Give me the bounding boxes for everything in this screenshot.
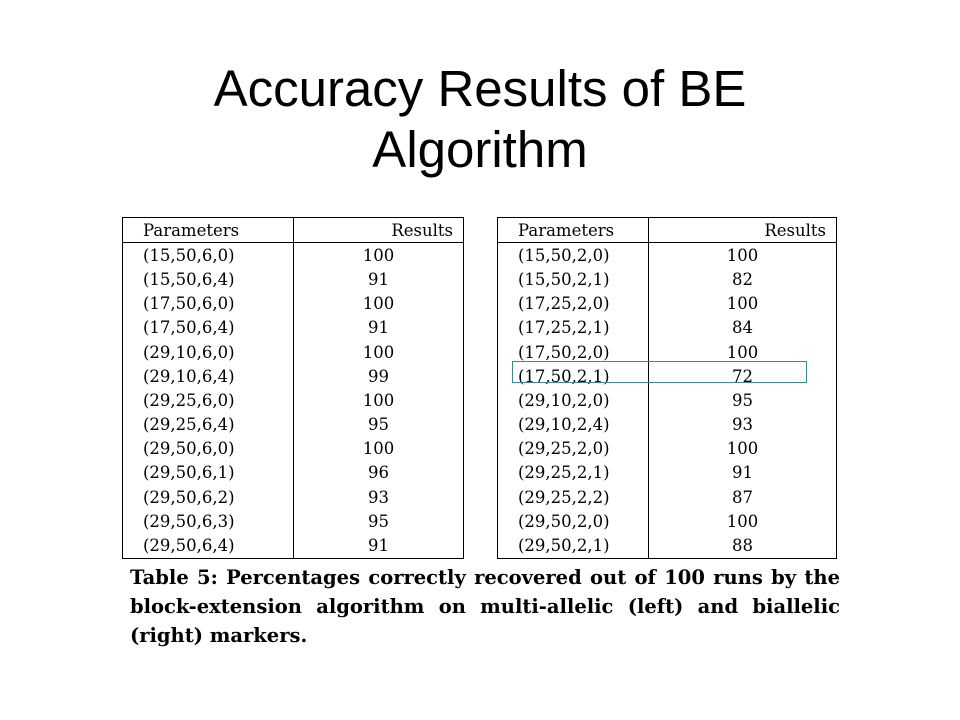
parameters-cell: (29,10,6,0)	[123, 340, 294, 364]
parameters-cell: (29,10,6,4)	[123, 364, 294, 388]
table-row	[498, 413, 837, 437]
result-cell: 100	[362, 294, 395, 314]
result-cell: 95	[368, 415, 389, 435]
parameters-header: Parameters	[498, 218, 649, 243]
table-row	[123, 292, 464, 316]
result-cell: 96	[368, 463, 389, 483]
parameters-cell: (29,25,2,0)	[498, 437, 649, 461]
table-row	[498, 243, 837, 268]
table-row	[123, 485, 464, 509]
table-row	[498, 485, 837, 509]
parameters-cell: (29,50,6,0)	[123, 437, 294, 461]
table-row	[123, 243, 464, 268]
parameters-cell: (29,10,2,4)	[498, 413, 649, 437]
table-row	[498, 267, 837, 291]
results-header: Results	[294, 218, 464, 243]
result-cell: 100	[726, 342, 759, 362]
table-row	[498, 437, 837, 461]
table-row	[498, 533, 837, 558]
multi-allelic-results-table	[122, 217, 464, 559]
parameters-cell: (29,50,6,2)	[123, 485, 294, 509]
result-cell: 91	[368, 318, 389, 338]
result-cell: 91	[368, 536, 389, 556]
results-header: Results	[649, 218, 837, 243]
result-cell: 100	[362, 342, 395, 362]
parameters-cell: (29,50,2,1)	[498, 533, 649, 558]
table-row	[498, 509, 837, 533]
result-cell: 100	[362, 439, 395, 459]
result-cell: 91	[368, 269, 389, 289]
parameters-cell: (17,50,6,0)	[123, 292, 294, 316]
parameters-cell: (15,50,6,4)	[123, 267, 294, 291]
table-row	[123, 364, 464, 388]
parameters-cell: (29,25,6,0)	[123, 388, 294, 412]
parameters-cell: (17,50,2,1)	[498, 364, 649, 388]
result-cell: 100	[362, 390, 395, 410]
parameters-cell: (29,25,2,1)	[498, 461, 649, 485]
table-row	[498, 292, 837, 316]
title-line-1: Accuracy Results of BE	[213, 60, 747, 117]
parameters-cell: (17,50,6,4)	[123, 316, 294, 340]
table-row	[498, 364, 837, 388]
table-row	[123, 267, 464, 291]
result-cell: 82	[732, 269, 753, 289]
table-row	[123, 461, 464, 485]
result-cell: 100	[362, 245, 395, 265]
result-cell: 87	[732, 487, 753, 507]
table-row	[123, 316, 464, 340]
page-title	[0, 58, 960, 180]
result-cell: 100	[726, 439, 759, 459]
table-header-row	[498, 218, 837, 243]
result-cell: 99	[368, 366, 389, 386]
table-row	[123, 340, 464, 364]
result-cell: 95	[368, 511, 389, 531]
parameters-cell: (15,50,2,1)	[498, 267, 649, 291]
parameters-cell: (17,25,2,0)	[498, 292, 649, 316]
parameters-cell: (29,25,6,4)	[123, 413, 294, 437]
table-row	[123, 533, 464, 558]
result-cell: 93	[732, 415, 753, 435]
result-cell: 72	[732, 366, 753, 386]
parameters-cell: (15,50,6,0)	[123, 243, 294, 268]
table-row	[123, 509, 464, 533]
biallelic-results-table	[497, 217, 837, 559]
result-cell: 100	[726, 245, 759, 265]
table-row	[123, 437, 464, 461]
parameters-cell: (17,50,2,0)	[498, 340, 649, 364]
table-row	[498, 388, 837, 412]
result-cell: 91	[732, 463, 753, 483]
table-row	[123, 413, 464, 437]
table-row	[498, 340, 837, 364]
table-row	[498, 461, 837, 485]
result-cell: 84	[732, 318, 753, 338]
title-line-2: Algorithm	[372, 121, 588, 178]
parameters-cell: (29,50,6,1)	[123, 461, 294, 485]
parameters-cell: (29,50,6,3)	[123, 509, 294, 533]
parameters-header: Parameters	[123, 218, 294, 243]
parameters-cell: (29,25,2,2)	[498, 485, 649, 509]
parameters-cell: (29,50,6,4)	[123, 533, 294, 558]
result-cell: 100	[726, 511, 759, 531]
table-header-row	[123, 218, 464, 243]
result-cell: 95	[732, 390, 753, 410]
parameters-cell: (29,50,2,0)	[498, 509, 649, 533]
parameters-cell: (29,10,2,0)	[498, 388, 649, 412]
table-caption: Table 5: Percentages correctly recovered out of 100 runs by the block-extension algorithm on multi-allelic (left) and biallelic (right) markers.	[130, 566, 840, 647]
parameters-cell: (15,50,2,0)	[498, 243, 649, 268]
result-cell: 88	[732, 536, 753, 556]
table-row	[498, 316, 837, 340]
result-cell: 93	[368, 487, 389, 507]
table-row	[123, 388, 464, 412]
result-cell: 100	[726, 294, 759, 314]
parameters-cell: (17,25,2,1)	[498, 316, 649, 340]
